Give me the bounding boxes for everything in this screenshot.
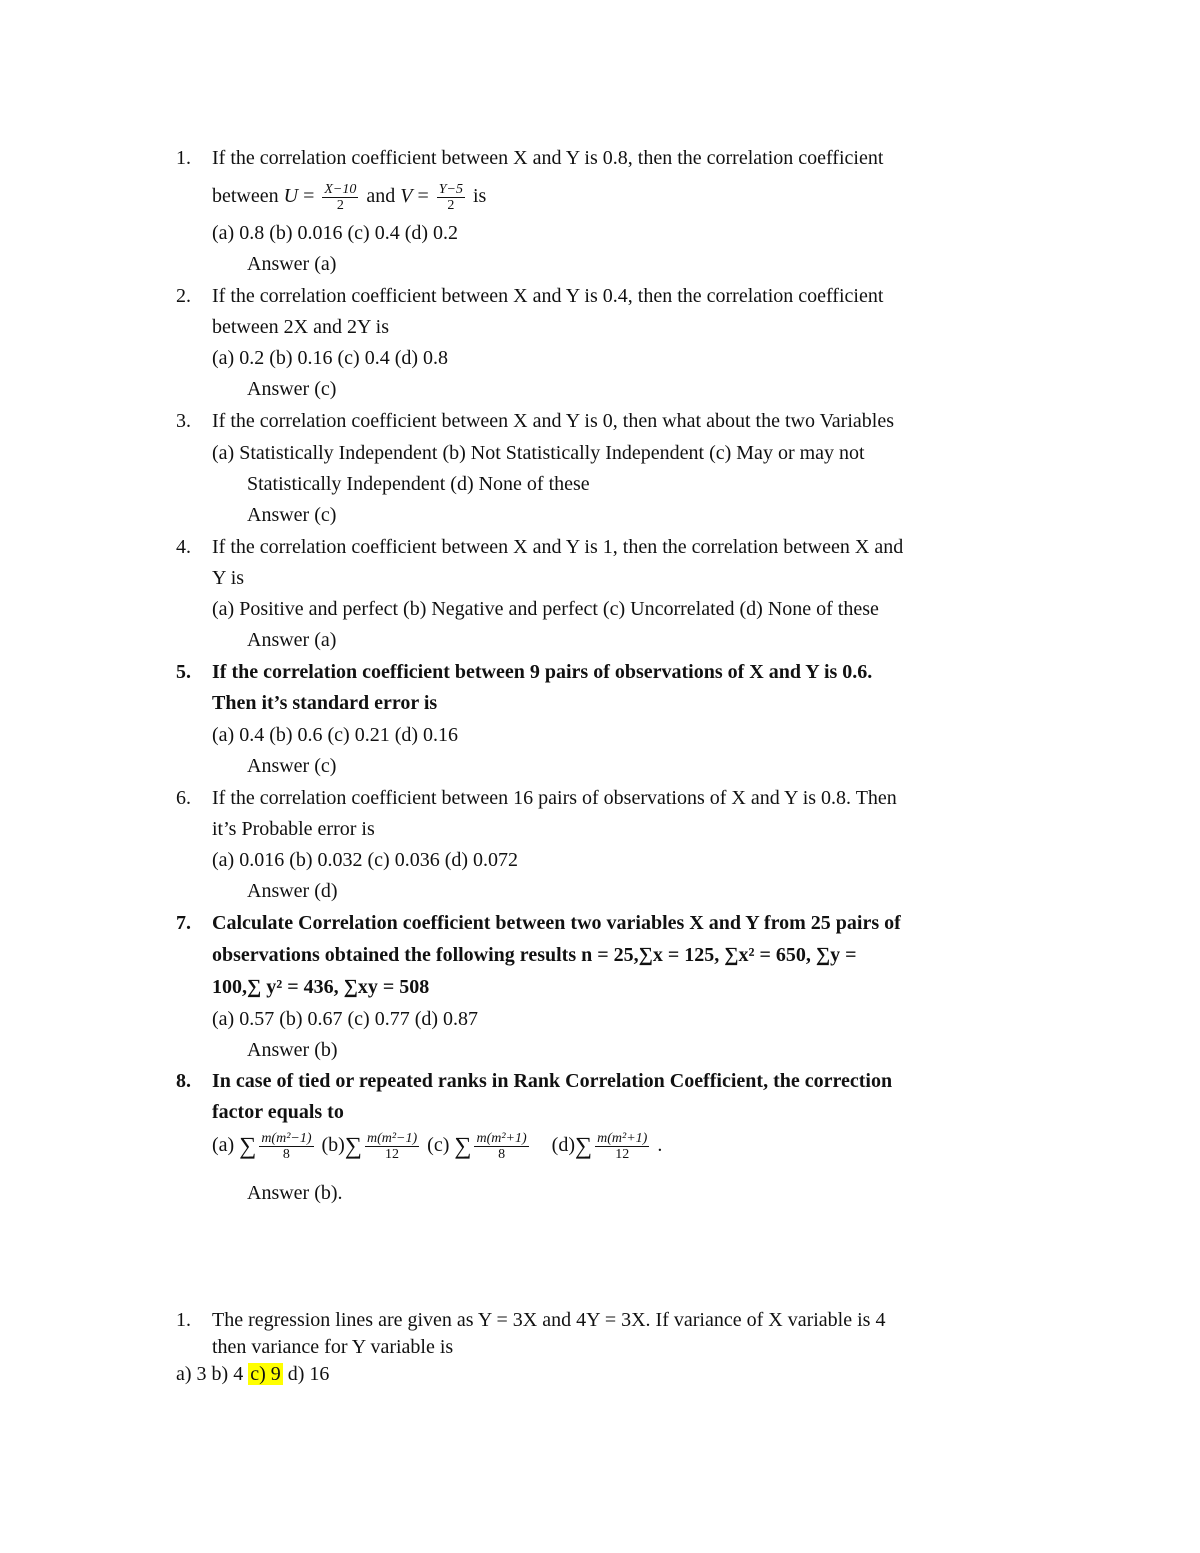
q1-text-line2 <box>212 180 486 213</box>
q3-answer: Answer (c) <box>247 504 337 526</box>
q7-text-line3: 100,∑ y² = 436, ∑xy = 508 <box>212 976 430 998</box>
q7-answer: Answer (b) <box>247 1039 338 1061</box>
r1-opt-d: d) 16 <box>282 1363 330 1385</box>
q2-number: 2. <box>176 285 191 307</box>
r1-opt-ab: a) 3 b) 4 <box>176 1363 249 1385</box>
q8-text-line2: factor equals to <box>212 1101 344 1123</box>
q1-and: and <box>361 185 401 207</box>
q8-opt-c-sigma: ∑ <box>454 1133 472 1160</box>
q4-text-line1: If the correlation coefficient between X and Y is 1, then the correlation between X and <box>212 536 904 558</box>
q8-opt-d-label: (d) <box>551 1134 575 1156</box>
q8-opt-b-denominator: 12 <box>385 1146 400 1162</box>
q8-opt-d-denominator: 12 <box>615 1146 630 1162</box>
q8-opt-c-numerator: m(m²+1) <box>476 1130 527 1146</box>
q3-text-line1: If the correlation coefficient between X and Y is 0, then what about the two Variables <box>212 410 894 432</box>
q2-text-line2: between 2X and 2Y is <box>212 316 389 338</box>
q1-options: (a) 0.8 (b) 0.016 (c) 0.4 (d) 0.2 <box>212 222 459 244</box>
q1-u-denominator: 2 <box>336 197 344 213</box>
q7-number: 7. <box>176 912 191 934</box>
q8-opt-d-fraction <box>595 1131 649 1162</box>
q4-text-line2: Y is <box>212 567 245 589</box>
q8-options <box>212 1128 662 1163</box>
q1-v-var: V <box>400 185 413 207</box>
q8-opt-a-label: (a) <box>212 1134 240 1156</box>
q3-number: 3. <box>176 410 191 432</box>
q8-opt-c-denominator: 8 <box>498 1146 506 1162</box>
q8-opt-b-sigma: ∑ <box>344 1133 362 1160</box>
q1-between: between <box>212 185 284 207</box>
q5-options: (a) 0.4 (b) 0.6 (c) 0.21 (d) 0.16 <box>212 724 459 746</box>
q5-text-line1: If the correlation coefficient between 9 pairs of observations of X and Y is 0.6. <box>212 661 873 683</box>
q2-answer: Answer (c) <box>247 378 337 400</box>
q1-u-eq: = <box>298 185 320 207</box>
q1-u-fraction <box>322 182 358 213</box>
q8-opt-b-label: (b) <box>321 1134 345 1156</box>
q8-number: 8. <box>176 1070 191 1092</box>
q3-options-line2: Statistically Independent (d) None of these <box>247 473 590 495</box>
q8-opt-c-fraction <box>474 1131 528 1162</box>
q1-number: 1. <box>176 147 191 169</box>
q7-text-line2: observations obtained the following results n = 25,∑x = 125, ∑x² = 650, ∑y = <box>212 944 857 966</box>
q8-text-line1: In case of tied or repeated ranks in Rank Correlation Coefficient, the correction <box>212 1070 893 1092</box>
q6-number: 6. <box>176 787 191 809</box>
q1-v-denominator: 2 <box>447 197 455 213</box>
q8-options-end: . <box>657 1134 663 1156</box>
q4-number: 4. <box>176 536 191 558</box>
q8-opt-a-sigma: ∑ <box>239 1133 257 1160</box>
q8-opt-a-numerator: m(m²−1) <box>261 1130 312 1146</box>
q8-opt-d-sigma: ∑ <box>575 1133 593 1160</box>
q2-options: (a) 0.2 (b) 0.16 (c) 0.4 (d) 0.8 <box>212 347 449 369</box>
q2-text-line1: If the correlation coefficient between X and Y is 0.4, then the correlation coefficient <box>212 285 884 307</box>
q6-options: (a) 0.016 (b) 0.032 (c) 0.036 (d) 0.072 <box>212 849 519 871</box>
q1-text-line1: If the correlation coefficient between X and Y is 0.8, then the correlation coefficient <box>212 147 884 169</box>
q8-opt-c-label: (c) <box>427 1134 455 1156</box>
q1-answer: Answer (a) <box>247 253 337 275</box>
q7-text-line1: Calculate Correlation coefficient between two variables X and Y from 25 pairs of <box>212 912 901 934</box>
q1-is: is <box>468 185 487 207</box>
r1-opt-c-highlighted: c) 9 <box>250 1363 281 1385</box>
q6-text-line2: it’s Probable error is <box>212 818 375 840</box>
q6-answer: Answer (d) <box>247 880 338 902</box>
q8-opt-a-fraction <box>259 1131 313 1162</box>
q1-v-fraction <box>437 182 465 213</box>
r1-options <box>176 1362 329 1386</box>
q4-answer: Answer (a) <box>247 629 337 651</box>
q8-answer: Answer (b). <box>247 1182 343 1204</box>
q5-text-line2: Then it’s standard error is <box>212 692 438 714</box>
q8-opt-b-fraction <box>365 1131 419 1162</box>
r1-number: 1. <box>176 1309 191 1331</box>
r1-text-line2: then variance for Y variable is <box>212 1336 454 1358</box>
q1-v-numerator: Y−5 <box>438 181 463 197</box>
q8-opt-d-numerator: m(m²+1) <box>597 1130 648 1146</box>
q3-options-line1: (a) Statistically Independent (b) Not Statistically Independent (c) May or may not <box>212 442 865 464</box>
q7-options: (a) 0.57 (b) 0.67 (c) 0.77 (d) 0.87 <box>212 1008 479 1030</box>
q5-number: 5. <box>176 661 191 683</box>
r1-text-line1: The regression lines are given as Y = 3X and 4Y = 3X. If variance of X variable is 4 <box>212 1309 886 1331</box>
q1-v-eq: = <box>412 185 434 207</box>
q1-u-var: U <box>283 185 299 207</box>
q8-opt-a-denominator: 8 <box>282 1146 290 1162</box>
q5-answer: Answer (c) <box>247 755 337 777</box>
q4-options: (a) Positive and perfect (b) Negative and perfect (c) Uncorrelated (d) None of these <box>212 598 879 620</box>
q1-u-numerator: X−10 <box>324 181 357 197</box>
q6-text-line1: If the correlation coefficient between 16 pairs of observations of X and Y is 0.8. Then <box>212 787 897 809</box>
q8-opt-b-numerator: m(m²−1) <box>366 1130 418 1146</box>
